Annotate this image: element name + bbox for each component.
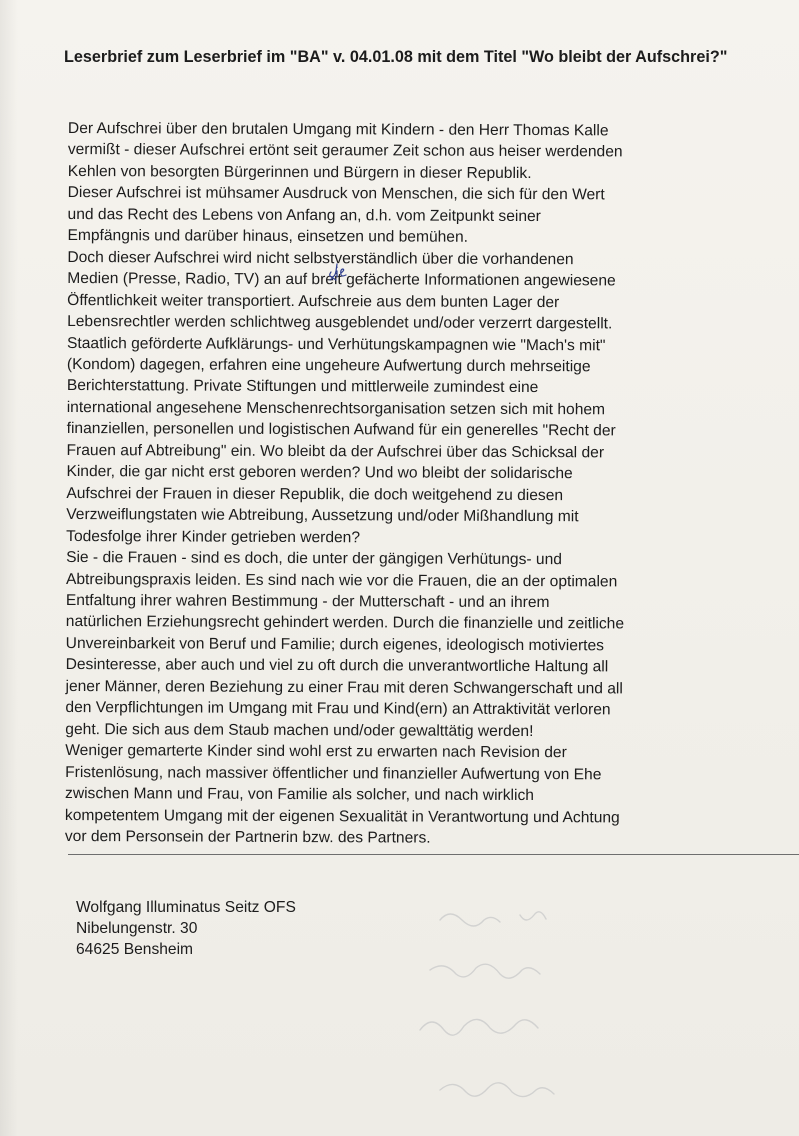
- body-line: zwischen Mann und Frau, von Familie als solcher, und nach wirklich: [65, 785, 534, 805]
- body-line: Der Aufschrei über den brutalen Umgang mit Kindern - den Herr Thomas Kalle: [67, 119, 609, 140]
- body-line: international angesehene Menschenrechtsorganisation setzen sich mit hohem: [66, 398, 606, 419]
- body-line: finanziellen, personellen und logistischen Aufwand für ein generelles "Recht der: [66, 420, 616, 440]
- handwritten-correction-mark: [327, 262, 357, 282]
- body-line: (Kondom) dagegen, erfahren eine ungeheure Aufwertung durch mehrseitige: [66, 355, 591, 376]
- body-line: den Verpflichtungen im Umgang mit Frau und Kind(ern) an Attraktivität verloren: [65, 699, 611, 719]
- body-line: Medien (Presse, Radio, TV) an auf breit gefächerte Informationen angewiesene: [67, 270, 616, 290]
- body-line: Empfängnis und darüber hinaus, einsetzen und bemühen.: [67, 227, 469, 247]
- bleed-through-handwriting: [410, 890, 680, 1120]
- horizontal-divider: [68, 854, 799, 855]
- letter-title: Leserbrief zum Leserbrief im "BA" v. 04.01.08 mit dem Titel "Wo bleibt der Aufschrei?": [64, 48, 728, 66]
- letter-body: [65, 118, 768, 850]
- body-line: vermißt - dieser Aufschrei ertönt seit geraumer Zeit schon aus heiser werdenden: [67, 141, 623, 161]
- body-line: Aufschrei der Frauen in dieser Republik, die doch weitgehend zu diesen: [66, 484, 564, 504]
- body-line: jener Männer, deren Beziehung zu einer Frau mit deren Schwangerschaft und all: [65, 677, 623, 698]
- body-line: Weniger gemarterte Kinder sind wohl erst zu erwarten nach Revision der: [65, 742, 567, 762]
- body-line: natürlichen Erziehungsrecht gehindert werden. Durch die finanzielle und zeitliche: [65, 613, 625, 633]
- body-line: Abtreibungspraxis leiden. Es sind nach wie vor die Frauen, die an der optimalen: [65, 570, 618, 590]
- body-line: Frauen auf Abtreibung" ein. Wo bleibt da der Aufschrei über das Schicksal der: [66, 441, 605, 462]
- body-line: Doch dieser Aufschrei wird nicht selbstverständlich über die vorhandenen: [67, 248, 574, 268]
- sender-address: [76, 897, 296, 960]
- body-line: Entfaltung ihrer wahren Bestimmung - der Mutterschaft - und an ihrem: [65, 591, 550, 612]
- body-line: Kehlen von besorgten Bürgerinnen und Bürgern in dieser Republik.: [67, 162, 532, 182]
- body-line: Berichterstattung. Private Stiftungen und mittlerweile zumindest eine: [66, 377, 539, 397]
- body-line: Fristenlösung, nach massiver öffentlicher und finanzieller Aufwertung von Ehe: [65, 763, 602, 783]
- body-line: kompetentem Umgang mit der eigenen Sexualität in Verantwortung und Achtung: [64, 806, 620, 826]
- body-line: Unvereinbarkeit von Beruf und Familie; durch eigenes, ideologisch motiviertes: [65, 634, 605, 655]
- sender-name: Wolfgang Illuminatus Seitz OFS: [76, 899, 296, 916]
- body-line: vor dem Personsein der Partnerin bzw. des Partners.: [64, 827, 431, 847]
- body-line: und das Recht des Lebens von Anfang an, d.h. vom Zeitpunkt seiner: [67, 205, 541, 225]
- body-line: Öffentlichkeit weiter transportiert. Aufschreie aus dem bunten Lager der: [67, 291, 560, 311]
- body-line: Staatlich geförderte Aufklärungs- und Verhütungskampagnen wie "Mach's mit": [66, 334, 606, 354]
- body-line: Todesfolge ihrer Kinder getrieben werden?: [66, 527, 361, 546]
- body-line: Lebensrechtler werden schlichtweg ausgeblendet und/oder verzerrt dargestellt.: [67, 313, 613, 333]
- page-edge-shadow: [0, 0, 18, 1136]
- body-line: Kinder, die gar nicht erst geboren werden? Und wo bleibt der solidarische: [66, 463, 573, 483]
- sender-city: 64625 Bensheim: [76, 941, 194, 958]
- sender-street: Nibelungenstr. 30: [76, 920, 198, 937]
- body-line: Verzweiflungstaten wie Abtreibung, Aussetzung und/oder Mißhandlung mit: [66, 506, 579, 526]
- body-line: geht. Die sich aus dem Staub machen und/oder gewalttätig werden!: [65, 720, 534, 740]
- body-line: Desinteresse, aber auch und viel zu oft durch die unverantwortliche Haltung all: [65, 656, 609, 676]
- body-line: Dieser Aufschrei ist mühsamer Ausdruck von Menschen, die sich für den Wert: [67, 184, 605, 204]
- body-line: Sie - die Frauen - sind es doch, die unter der gängigen Verhütungs- und: [66, 549, 562, 569]
